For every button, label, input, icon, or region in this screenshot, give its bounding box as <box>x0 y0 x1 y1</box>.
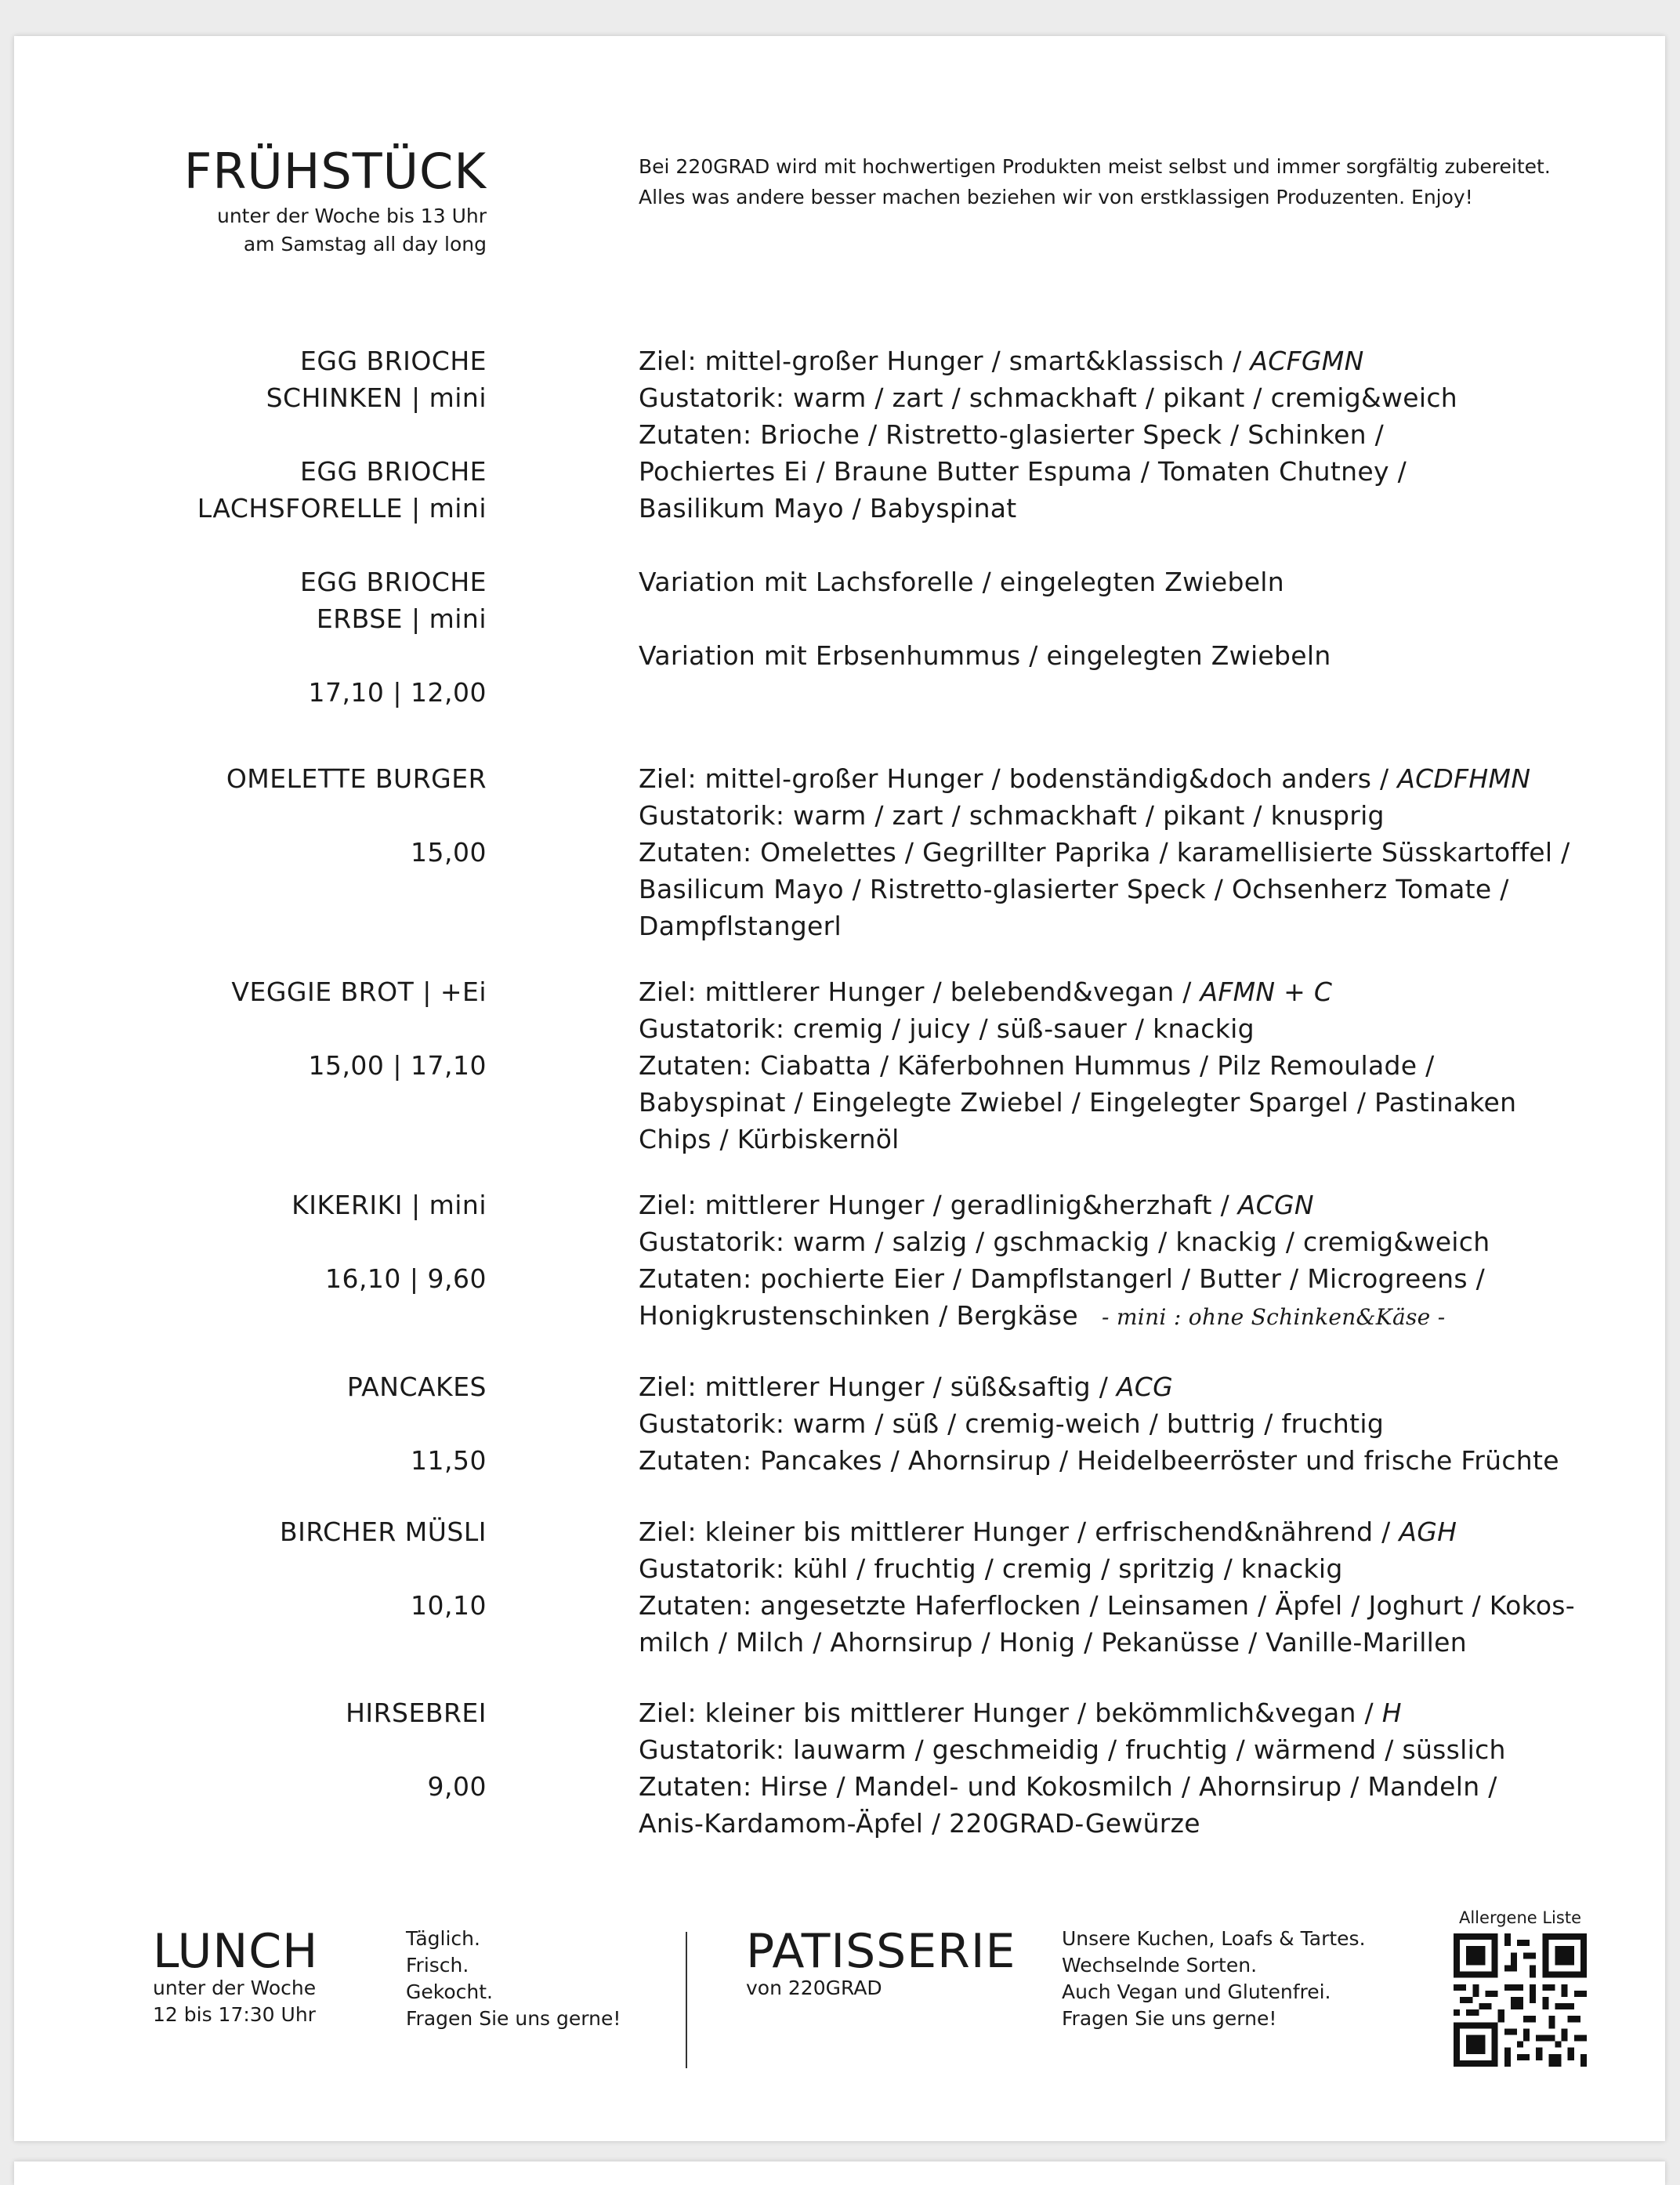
allergen-codes: ACG <box>1116 1372 1174 1402</box>
veggie-desc <box>639 973 1602 1158</box>
allergen-codes: AFMN + C <box>1200 977 1333 1007</box>
item-price: 17,10 | 12,00 <box>308 677 487 708</box>
item-name: OMELETTE BURGER <box>226 763 487 794</box>
gustatorik-line: Gustatorik: warm / salzig / gschmackig / knackig / cremig&weich <box>639 1227 1490 1257</box>
page-title: FRÜHSTÜCK <box>183 143 487 200</box>
lunch-hours <box>153 1975 316 2028</box>
gustatorik-line: Gustatorik: warm / zart / schmackhaft / pikant / knusprig <box>639 800 1385 831</box>
breakfast-heading <box>0 143 487 259</box>
gustatorik-line: Gustatorik: kühl / fruchtig / cremig / spritzig / knackig <box>639 1553 1343 1584</box>
gustatorik-line: Gustatorik: lauwarm / geschmeidig / fruchtig / wärmend / süsslich <box>639 1734 1506 1765</box>
item-price: 16,10 | 9,60 <box>324 1263 487 1294</box>
gustatorik-line: Gustatorik: cremig / juicy / süß-sauer / knackig <box>639 1013 1255 1044</box>
item-name: EGG BRIOCHE <box>300 567 487 597</box>
allergen-codes: H <box>1381 1698 1402 1728</box>
ziel-text: Ziel: mittel-großer Hunger / smart&klassisch / <box>639 346 1251 376</box>
zutaten-line <box>639 1297 1602 1335</box>
lunch-sub: unter der Woche <box>153 1977 317 1999</box>
ziel-line <box>639 1368 1602 1405</box>
ziel-text: Ziel: mittlerer Hunger / belebend&vegan / <box>639 977 1200 1007</box>
patisserie-desc-line: Unsere Kuchen, Loafs & Tartes. <box>1062 1927 1366 1950</box>
intro-text <box>639 151 1579 212</box>
patisserie-title: PATISSERIE <box>746 1924 1016 1979</box>
item-price: 15,00 <box>411 837 487 868</box>
item-price: 15,00 | 17,10 <box>308 1050 487 1081</box>
zutaten-line: Anis-Kardamom-Äpfel / 220GRAD-Gewürze <box>639 1808 1200 1839</box>
item-name: ERBSE | mini <box>316 603 487 634</box>
next-page-edge <box>14 2161 1665 2185</box>
variation-line: Variation mit Erbsenhummus / eingelegten Zwiebeln <box>639 640 1331 671</box>
intro-line: Alles was andere besser machen beziehen wir von erstklassigen Produzenten. Enjoy! <box>639 186 1473 208</box>
patisserie-desc-line: Auch Vegan und Glutenfrei. <box>1062 1980 1331 2003</box>
patisserie-desc <box>1062 1926 1366 2032</box>
ziel-text: Ziel: mittlerer Hunger / süß&saftig / <box>639 1372 1117 1402</box>
ziel-line <box>639 760 1602 797</box>
ziel-line <box>639 1513 1602 1550</box>
pancakes-names <box>0 1368 487 1479</box>
ziel-text: Ziel: mittlerer Hunger / geradlinig&herzhaft / <box>639 1190 1238 1220</box>
allergen-codes: AGH <box>1399 1516 1457 1547</box>
item-name: SCHINKEN | mini <box>266 382 487 413</box>
hours-weekday: unter der Woche bis 13 Uhr <box>216 205 487 227</box>
lunch-desc-line: Fragen Sie uns gerne! <box>406 2007 621 2030</box>
item-price: 11,50 <box>411 1445 487 1476</box>
hirse-desc <box>639 1694 1602 1842</box>
mini-note: - mini : ohne Schinken&Käse - <box>1102 1304 1446 1330</box>
zutaten-text: Honigkrustenschinken / Bergkäse <box>639 1300 1078 1331</box>
zutaten-line: Zutaten: Hirse / Mandel- und Kokosmilch / Ahornsirup / Mandeln / <box>639 1771 1497 1802</box>
zutaten-line: Zutaten: Ciabatta / Käferbohnen Hummus / Pilz Remoulade / <box>639 1050 1435 1081</box>
hours-saturday: am Samstag all day long <box>243 233 487 255</box>
pancakes-desc <box>639 1368 1602 1479</box>
item-name: BIRCHER MÜSLI <box>280 1516 487 1547</box>
item-price: 10,10 <box>411 1590 487 1621</box>
zutaten-line: Zutaten: pochierte Eier / Dampflstangerl / Butter / Microgreens / <box>639 1263 1486 1294</box>
zutaten-line: Pochiertes Ei / Braune Butter Espuma / Tomaten Chutney / <box>639 456 1407 487</box>
qr-code-icon[interactable] <box>1454 1933 1587 2067</box>
patisserie-desc-line: Wechselnde Sorten. <box>1062 1954 1258 1977</box>
gustatorik-line: Gustatorik: warm / zart / schmackhaft / pikant / cremig&weich <box>639 382 1458 413</box>
lunch-desc <box>406 1926 621 2032</box>
gustatorik-line: Gustatorik: warm / süß / cremig-weich / buttrig / fruchtig <box>639 1408 1385 1439</box>
zutaten-line: Babyspinat / Eingelegte Zwiebel / Eingelegter Spargel / Pastinaken <box>639 1087 1517 1118</box>
zutaten-line: Zutaten: Brioche / Ristretto-glasierter Speck / Schinken / <box>639 419 1385 450</box>
lunch-desc-line: Frisch. <box>406 1954 469 1977</box>
zutaten-line: milch / Milch / Ahornsirup / Honig / Pekanüsse / Vanille-Marillen <box>639 1627 1467 1658</box>
ziel-line <box>639 342 1602 379</box>
zutaten-line: Zutaten: Omelettes / Gegrillter Paprika / karamellisierte Süsskartoffel / <box>639 837 1570 868</box>
egg-brioche-desc <box>639 342 1602 674</box>
omelette-names <box>0 760 487 871</box>
patisserie-sub: von 220GRAD <box>746 1977 882 1999</box>
allergen-codes: ACGN <box>1237 1190 1314 1220</box>
lunch-desc-line: Gekocht. <box>406 1980 493 2003</box>
zutaten-line: Dampflstangerl <box>639 911 842 941</box>
kikeriki-desc <box>639 1187 1602 1335</box>
zutaten-line: Chips / Kürbiskernöl <box>639 1124 900 1154</box>
item-name: HIRSEBREI <box>346 1698 487 1728</box>
item-name: EGG BRIOCHE <box>300 456 487 487</box>
item-name: PANCAKES <box>346 1372 487 1402</box>
egg-brioche-names <box>0 342 487 711</box>
lunch-title: LUNCH <box>153 1924 319 1979</box>
variation-line: Variation mit Lachsforelle / eingelegten Zwiebeln <box>639 567 1284 597</box>
footer-divider <box>686 1932 687 2068</box>
intro-line: Bei 220GRAD wird mit hochwertigen Produkten meist selbst und immer sorgfältig zubereitet. <box>639 155 1551 178</box>
allergen-codes: ACFGMN <box>1250 346 1364 376</box>
zutaten-line: Zutaten: Pancakes / Ahornsirup / Heidelbeerröster und frische Früchte <box>639 1445 1559 1476</box>
ziel-text: Ziel: mittel-großer Hunger / bodenständig&doch anders / <box>639 763 1398 794</box>
muesli-desc <box>639 1513 1602 1661</box>
item-price: 9,00 <box>427 1771 487 1802</box>
lunch-desc-line: Täglich. <box>406 1927 480 1950</box>
kikeriki-names <box>0 1187 487 1297</box>
hirse-names <box>0 1694 487 1805</box>
item-name: LACHSFORELLE | mini <box>197 493 487 524</box>
patisserie-desc-line: Fragen Sie uns gerne! <box>1062 2007 1277 2030</box>
muesli-names <box>0 1513 487 1624</box>
ziel-line <box>639 1187 1602 1223</box>
ziel-line <box>639 1694 1602 1731</box>
qr-label: Allergene Liste <box>1458 1908 1581 1927</box>
allergen-codes: ACDFHMN <box>1397 763 1531 794</box>
zutaten-line: Zutaten: angesetzte Haferflocken / Leinsamen / Äpfel / Joghurt / Kokos- <box>639 1590 1576 1621</box>
zutaten-line: Basilicum Mayo / Ristretto-glasierter Speck / Ochsenherz Tomate / <box>639 874 1509 904</box>
item-name: KIKERIKI | mini <box>291 1190 487 1220</box>
ziel-text: Ziel: kleiner bis mittlerer Hunger / bekömmlich&vegan / <box>639 1698 1382 1728</box>
omelette-desc <box>639 760 1602 944</box>
allergen-qr-block[interactable] <box>1454 1908 1587 2070</box>
item-name: EGG BRIOCHE <box>300 346 487 376</box>
ziel-line <box>639 973 1602 1010</box>
lunch-sub: 12 bis 17:30 Uhr <box>153 2003 316 2026</box>
zutaten-line: Basilikum Mayo / Babyspinat <box>639 493 1017 524</box>
item-name: VEGGIE BROT | +Ei <box>231 977 487 1007</box>
ziel-text: Ziel: kleiner bis mittlerer Hunger / erfrischend&nährend / <box>639 1516 1399 1547</box>
veggie-names <box>0 973 487 1084</box>
